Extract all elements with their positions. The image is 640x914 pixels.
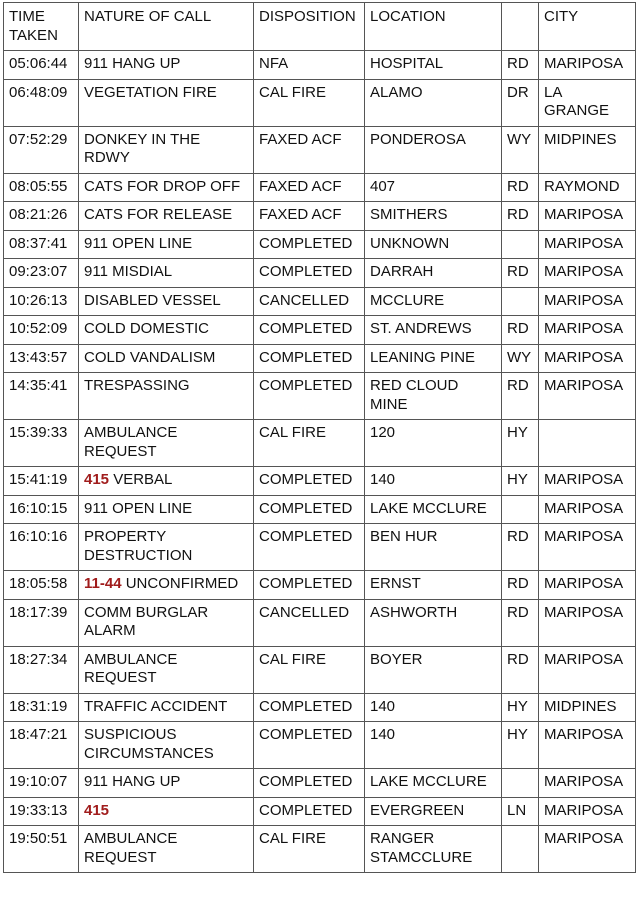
nature-text: DISABLED VESSEL — [84, 291, 221, 309]
disposition-cell: COMPLETED — [254, 230, 365, 259]
location-cell: BOYER — [365, 646, 502, 693]
header-street-suffix — [502, 3, 539, 51]
nature-cell — [79, 495, 254, 524]
nature-cell — [79, 202, 254, 231]
street-suffix-cell: RD — [502, 51, 539, 80]
time-cell: 10:52:09 — [4, 316, 79, 345]
location-cell: DARRAH — [365, 259, 502, 288]
city-cell: MARIPOSA — [539, 797, 636, 826]
disposition-cell: CAL FIRE — [254, 79, 365, 126]
location-cell: ALAMO — [365, 79, 502, 126]
city-cell: MARIPOSA — [539, 287, 636, 316]
time-cell: 19:33:13 — [4, 797, 79, 826]
street-suffix-cell: LN — [502, 797, 539, 826]
location-cell: PONDEROSA — [365, 126, 502, 173]
nature-cell — [79, 373, 254, 420]
street-suffix-cell: HY — [502, 722, 539, 769]
nature-text: 911 HANG UP — [84, 773, 181, 790]
street-suffix-cell: HY — [502, 420, 539, 467]
disposition-cell: NFA — [254, 51, 365, 80]
table-row — [4, 173, 636, 202]
disposition-cell: COMPLETED — [254, 571, 365, 600]
time-cell: 16:10:16 — [4, 524, 79, 571]
location-cell: ST. ANDREWS — [365, 316, 502, 345]
nature-cell — [79, 797, 254, 826]
disposition-cell: COMPLETED — [254, 467, 365, 496]
table-row — [4, 571, 636, 600]
time-cell: 07:52:29 — [4, 126, 79, 173]
city-cell: MARIPOSA — [539, 344, 636, 373]
table-row — [4, 524, 636, 571]
disposition-cell: COMPLETED — [254, 797, 365, 826]
street-suffix-cell: RD — [502, 316, 539, 345]
nature-cell — [79, 826, 254, 873]
location-cell: UNKNOWN — [365, 230, 502, 259]
time-cell: 18:27:34 — [4, 646, 79, 693]
city-cell: RAYMOND — [539, 173, 636, 202]
table-row — [4, 230, 636, 259]
nature-text: 911 OPEN LINE — [84, 499, 193, 517]
time-cell: 19:10:07 — [4, 769, 79, 798]
nature-text: COLD DOMESTIC — [84, 320, 210, 337]
table-row — [4, 287, 636, 316]
disposition-cell: COMPLETED — [254, 524, 365, 571]
street-suffix-cell — [502, 826, 539, 873]
location-cell: ERNST — [365, 571, 502, 600]
street-suffix-cell: DR — [502, 79, 539, 126]
nature-cell — [79, 51, 254, 80]
time-cell: 08:21:26 — [4, 202, 79, 231]
nature-text: COLD VANDALISM — [84, 348, 216, 366]
nature-cell — [79, 259, 254, 288]
call-code: 415 — [84, 801, 110, 819]
nature-cell — [79, 722, 254, 769]
nature-cell — [79, 769, 254, 798]
street-suffix-cell — [502, 287, 539, 316]
street-suffix-cell: HY — [502, 693, 539, 722]
nature-cell — [79, 693, 254, 722]
location-cell: LEANING PINE — [365, 344, 502, 373]
street-suffix-cell: RD — [502, 524, 539, 571]
header-disposition: DISPOSITION — [254, 3, 365, 51]
table-row — [4, 259, 636, 288]
nature-cell — [79, 420, 254, 467]
street-suffix-cell: RD — [502, 373, 539, 420]
city-cell: MARIPOSA — [539, 316, 636, 345]
table-row — [4, 316, 636, 345]
call-code: 11-44 — [84, 575, 122, 592]
nature-cell — [79, 344, 254, 373]
nature-text: CATS FOR DROP OFF — [84, 177, 241, 195]
table-row — [4, 79, 636, 126]
nature-text: 911 MISDIAL — [84, 263, 173, 280]
city-cell: MIDPINES — [539, 693, 636, 722]
city-cell: MARIPOSA — [539, 599, 636, 646]
nature-text: AMBULANCE REQUEST — [84, 650, 182, 686]
street-suffix-cell: WY — [502, 344, 539, 373]
location-cell: RED CLOUD MINE — [365, 373, 502, 420]
city-cell: MARIPOSA — [539, 722, 636, 769]
city-cell: MARIPOSA — [539, 259, 636, 288]
location-cell: 140 — [365, 467, 502, 496]
disposition-cell: CANCELLED — [254, 287, 365, 316]
nature-text: UNCONFIRMED — [121, 575, 239, 592]
city-cell: MARIPOSA — [539, 230, 636, 259]
table-row — [4, 420, 636, 467]
nature-cell — [79, 646, 254, 693]
time-cell: 09:23:07 — [4, 259, 79, 288]
location-cell: 407 — [365, 173, 502, 202]
nature-text: TRESPASSING — [84, 377, 190, 394]
city-cell: MARIPOSA — [539, 495, 636, 524]
street-suffix-cell — [502, 769, 539, 798]
nature-text: 911 HANG UP — [84, 55, 181, 72]
street-suffix-cell: HY — [502, 467, 539, 496]
table-row — [4, 51, 636, 80]
street-suffix-cell: RD — [502, 646, 539, 693]
city-cell: MIDPINES — [539, 126, 636, 173]
nature-text: AMBULANCE REQUEST — [84, 424, 182, 460]
location-cell: 140 — [365, 693, 502, 722]
location-cell: ASHWORTH — [365, 599, 502, 646]
location-cell: RANGER STAMCCLURE — [365, 826, 502, 873]
street-suffix-cell: RD — [502, 599, 539, 646]
disposition-cell: FAXED ACF — [254, 202, 365, 231]
nature-text: TRAFFIC ACCIDENT — [84, 697, 228, 715]
city-cell: LA GRANGE — [539, 79, 636, 126]
time-cell: 18:31:19 — [4, 693, 79, 722]
time-cell: 15:41:19 — [4, 467, 79, 496]
disposition-cell: CAL FIRE — [254, 826, 365, 873]
disposition-cell: COMPLETED — [254, 344, 365, 373]
street-suffix-cell: RD — [502, 173, 539, 202]
time-cell: 08:05:55 — [4, 173, 79, 202]
location-cell: HOSPITAL — [365, 51, 502, 80]
city-cell: MARIPOSA — [539, 51, 636, 80]
header-nature-of-call: NATURE OF CALL — [79, 3, 254, 51]
nature-cell — [79, 467, 254, 496]
city-cell: MARIPOSA — [539, 769, 636, 798]
street-suffix-cell: WY — [502, 126, 539, 173]
call-code: 415 — [84, 471, 110, 488]
nature-text: VERBAL — [109, 471, 173, 488]
table-row — [4, 599, 636, 646]
location-cell: LAKE MCCLURE — [365, 495, 502, 524]
call-log-table — [3, 2, 636, 873]
header-time-taken: TIME TAKEN — [4, 3, 79, 51]
table-row — [4, 769, 636, 798]
nature-text: PROPERTY DESTRUCTION — [84, 528, 193, 564]
header-city: CITY — [539, 3, 636, 51]
nature-cell — [79, 571, 254, 600]
table-row — [4, 693, 636, 722]
table-row — [4, 344, 636, 373]
location-cell: LAKE MCCLURE — [365, 769, 502, 798]
location-cell: BEN HUR — [365, 524, 502, 571]
time-cell: 18:47:21 — [4, 722, 79, 769]
time-cell: 16:10:15 — [4, 495, 79, 524]
street-suffix-cell: RD — [502, 259, 539, 288]
table-row — [4, 202, 636, 231]
disposition-cell: FAXED ACF — [254, 173, 365, 202]
disposition-cell: COMPLETED — [254, 316, 365, 345]
time-cell: 18:17:39 — [4, 599, 79, 646]
city-cell: MARIPOSA — [539, 524, 636, 571]
city-cell: MARIPOSA — [539, 646, 636, 693]
nature-cell — [79, 230, 254, 259]
disposition-cell: COMPLETED — [254, 495, 365, 524]
location-cell: SMITHERS — [365, 202, 502, 231]
time-cell: 13:43:57 — [4, 344, 79, 373]
nature-cell — [79, 524, 254, 571]
disposition-cell: COMPLETED — [254, 769, 365, 798]
table-row — [4, 826, 636, 873]
header-location: LOCATION — [365, 3, 502, 51]
nature-text: 911 OPEN LINE — [84, 234, 193, 252]
disposition-cell: COMPLETED — [254, 722, 365, 769]
time-cell: 10:26:13 — [4, 287, 79, 316]
city-cell: MARIPOSA — [539, 826, 636, 873]
time-cell: 08:37:41 — [4, 230, 79, 259]
time-cell: 18:05:58 — [4, 571, 79, 600]
nature-text: CATS FOR RELEASE — [84, 206, 233, 223]
nature-text: AMBULANCE REQUEST — [84, 830, 182, 866]
time-cell: 05:06:44 — [4, 51, 79, 80]
street-suffix-cell — [502, 230, 539, 259]
time-cell: 15:39:33 — [4, 420, 79, 467]
table-row — [4, 722, 636, 769]
table-row — [4, 126, 636, 173]
disposition-cell: CANCELLED — [254, 599, 365, 646]
disposition-cell: COMPLETED — [254, 373, 365, 420]
city-cell: MARIPOSA — [539, 571, 636, 600]
table-row — [4, 646, 636, 693]
header-row — [4, 3, 636, 51]
location-cell: 120 — [365, 420, 502, 467]
city-cell: MARIPOSA — [539, 373, 636, 420]
nature-text: COMM BURGLAR ALARM — [84, 603, 212, 639]
nature-cell — [79, 287, 254, 316]
table-row — [4, 373, 636, 420]
nature-cell — [79, 316, 254, 345]
nature-cell — [79, 173, 254, 202]
disposition-cell: CAL FIRE — [254, 646, 365, 693]
nature-cell — [79, 599, 254, 646]
time-cell: 14:35:41 — [4, 373, 79, 420]
nature-text: VEGETATION FIRE — [84, 83, 217, 101]
street-suffix-cell — [502, 495, 539, 524]
nature-text: SUSPICIOUS CIRCUMSTANCES — [84, 726, 214, 762]
nature-cell — [79, 79, 254, 126]
disposition-cell: COMPLETED — [254, 259, 365, 288]
street-suffix-cell: RD — [502, 202, 539, 231]
nature-text: DONKEY IN THE RDWY — [84, 130, 205, 166]
city-cell: MARIPOSA — [539, 202, 636, 231]
city-cell — [539, 420, 636, 467]
location-cell: MCCLURE — [365, 287, 502, 316]
city-cell: MARIPOSA — [539, 467, 636, 496]
street-suffix-cell: RD — [502, 571, 539, 600]
time-cell: 06:48:09 — [4, 79, 79, 126]
disposition-cell: CAL FIRE — [254, 420, 365, 467]
disposition-cell: COMPLETED — [254, 693, 365, 722]
disposition-cell: FAXED ACF — [254, 126, 365, 173]
location-cell: EVERGREEN — [365, 797, 502, 826]
table-row — [4, 797, 636, 826]
table-row — [4, 495, 636, 524]
table-body — [4, 51, 636, 873]
location-cell: 140 — [365, 722, 502, 769]
table-row — [4, 467, 636, 496]
time-cell: 19:50:51 — [4, 826, 79, 873]
nature-cell — [79, 126, 254, 173]
